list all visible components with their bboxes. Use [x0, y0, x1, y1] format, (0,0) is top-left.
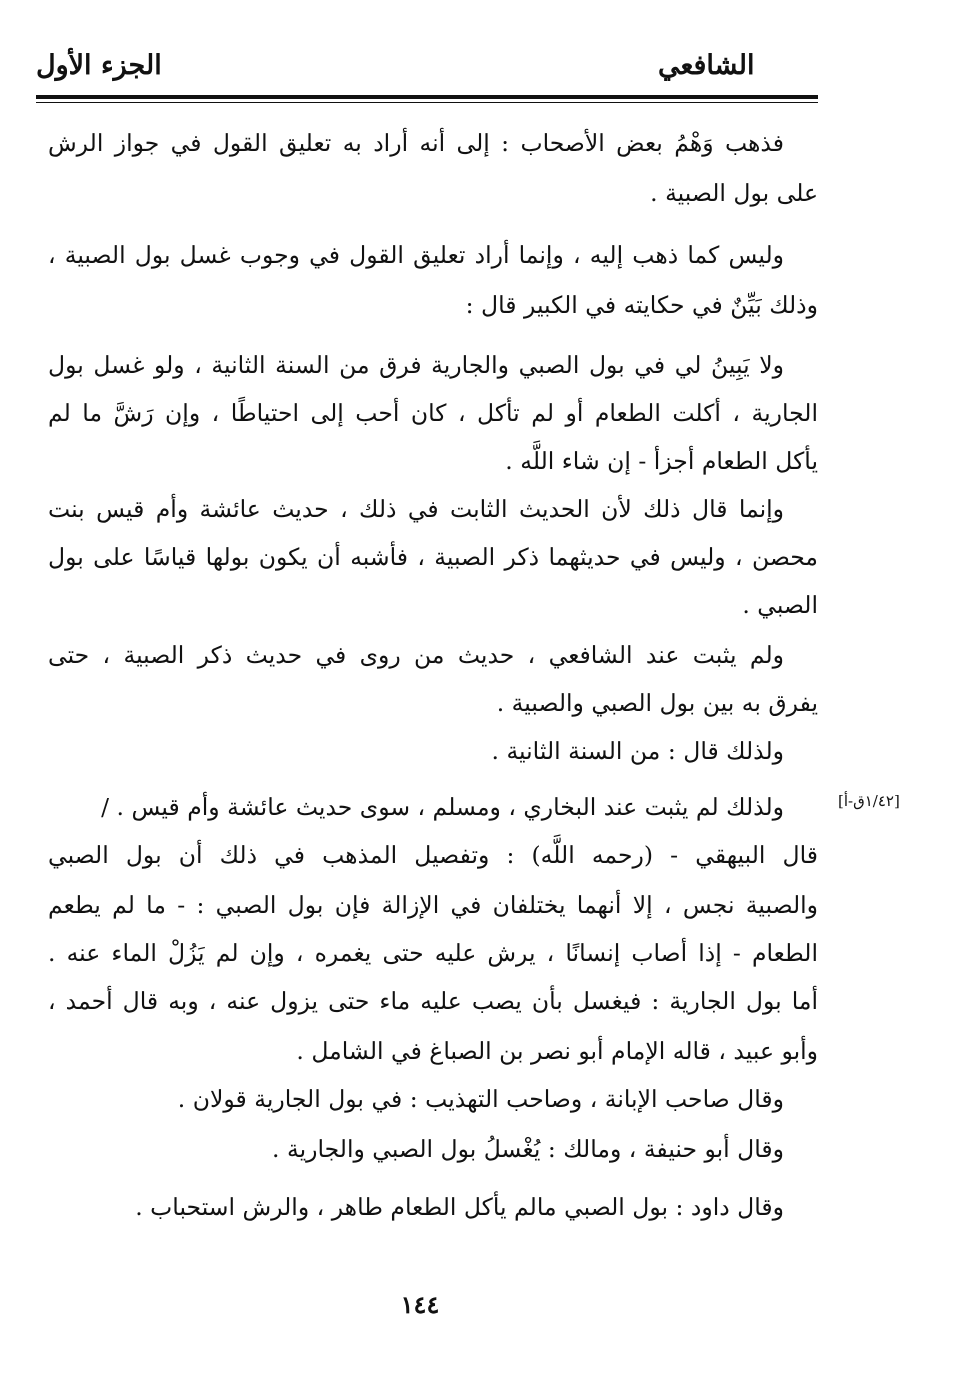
header-rule-thin	[36, 102, 818, 103]
text-line: يفرق به بين بول الصبي والصبية .	[496, 689, 818, 717]
manuscript-folio-note: [١/٤٢ق-أ]	[838, 792, 900, 810]
text-line: الصبي .	[742, 591, 818, 619]
text-line: فذهب وَهْمُ بعض الأصحاب : إلى أنه أراد به تعليق القول في جواز الرش	[48, 129, 784, 157]
text-line: الطعام - إذا أصاب إنسانًا ، يرش عليه حتى يغمره ، وإن لم يَزُلْ الماء عنه .	[48, 939, 818, 967]
text-line: وذلك بَيِّنٌ في حكايته في الكبير قال :	[465, 291, 818, 319]
text-line: ولذلك قال : من السنة الثانية .	[491, 737, 784, 765]
text-line: ولذلك لم يثبت عند البخاري ، ومسلم ، سوى حديث عائشة وأم قيس . /	[101, 793, 784, 821]
text-line: وقال صاحب الإبانة ، وصاحب التهذيب : في بول الجارية قولان .	[177, 1085, 784, 1113]
text-line: وأبو عبيد ، قاله الإمام أبو نصر بن الصباغ في الشامل .	[296, 1037, 818, 1065]
text-line: ولم يثبت عند الشافعي ، حديث من روى في حديث ذكر الصبية ، حتى	[48, 641, 784, 669]
text-line: محصن ، وليس في حديثهما ذكر الصبية ، فأشبه أن يكون بولها قياسًا على بول	[48, 543, 818, 571]
text-line: الجارية ، أكلت الطعام أو لم تأكل ، كان أحب إلى احتياطًا ، وإن رَشَّ ما لم	[48, 399, 818, 427]
header-volume-title: الجزء الأول	[36, 50, 162, 81]
text-line: أما بول الجارية : فيغسل بأن يصب عليه ماء حتى يزول عنه ، وبه قال أحمد ،	[48, 987, 818, 1015]
text-line: وليس كما ذهب إليه ، وإنما أراد تعليق القول في وجوب غسل بول الصبية ،	[48, 241, 784, 269]
header-rule-thick	[36, 95, 818, 99]
text-line: يأكل الطعام أجزأ - إن شاء اللَّه .	[505, 447, 818, 475]
text-line: وقال داود : بول الصبي مالم يأكل الطعام طاهر ، والرش استحباب .	[135, 1193, 784, 1221]
text-line: ولا يَبِينُ لي في بول الصبي والجارية فرق من السنة الثانية ، ولو غسل بول	[48, 351, 784, 379]
text-line: قال البيهقي - (رحمه اللَّه) : وتفصيل المذهب في ذلك أن بول الصبي	[48, 841, 818, 869]
text-line: وإنما قال ذلك لأن الحديث الثابت في ذلك ، حديث عائشة وأم قيس بنت	[48, 495, 784, 523]
text-line: وقال أبو حنيفة ، ومالك : يُغْسلُ بول الصبي والجارية .	[272, 1135, 784, 1163]
header-book-title: الشافعي	[658, 50, 755, 81]
text-line: على بول الصبية .	[650, 179, 818, 207]
page-number: ١٤٤	[400, 1290, 440, 1319]
text-line: والصبية نجس ، إلا أنهما يختلفان في الإزالة فإن بول الصبي : - ما لم يطعم	[48, 891, 818, 919]
